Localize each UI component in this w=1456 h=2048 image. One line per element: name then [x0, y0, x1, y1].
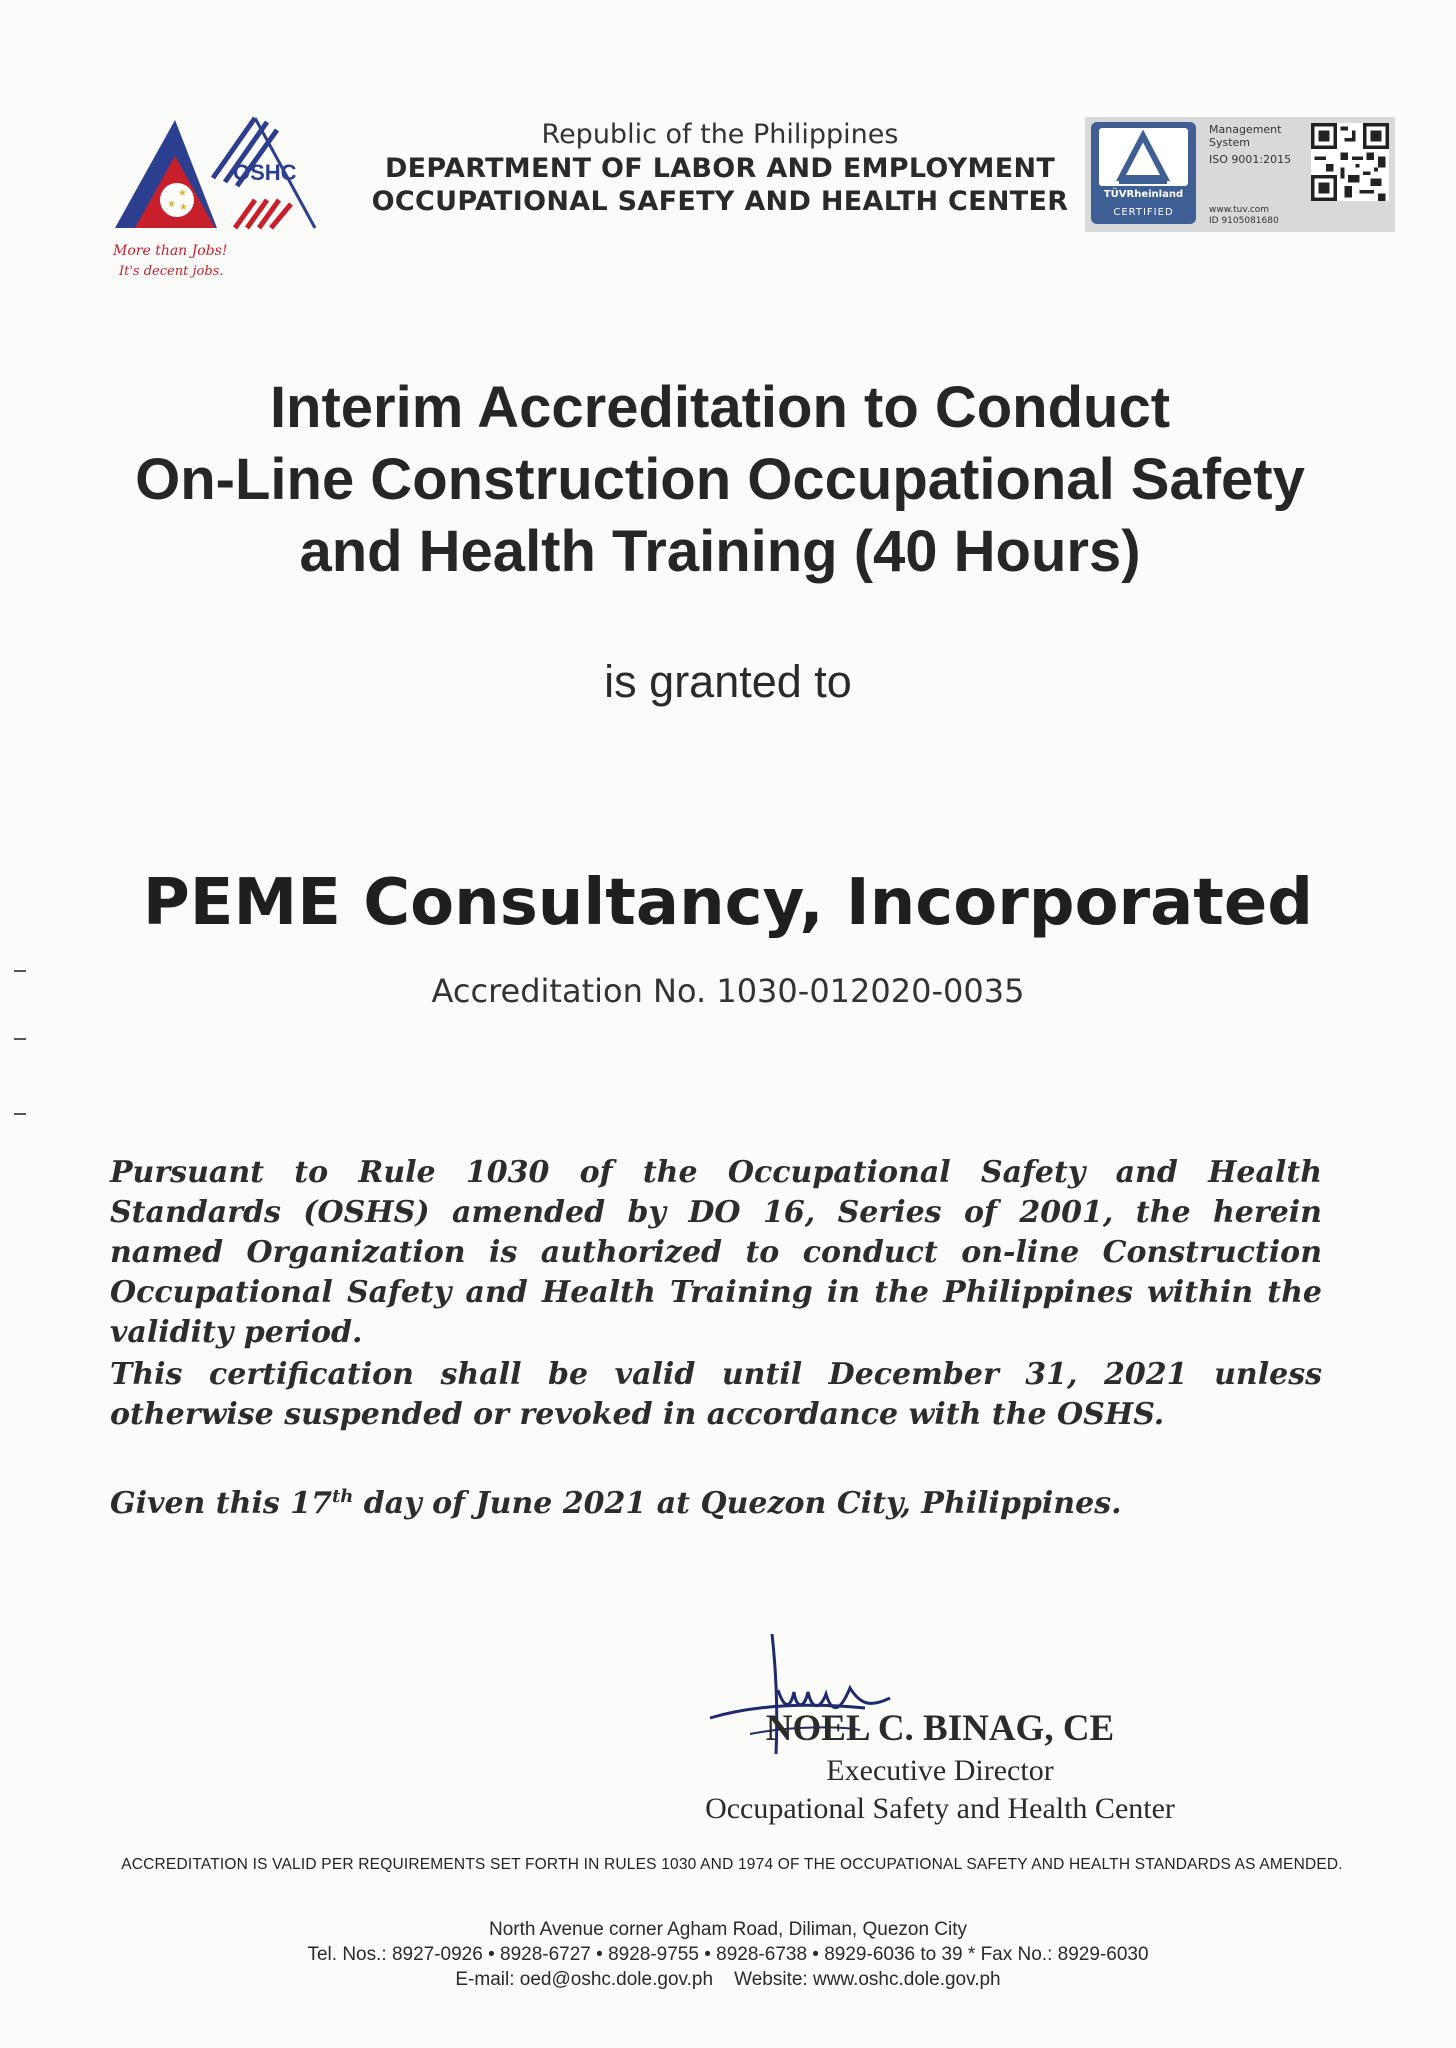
- given-suffix: day of June 2021 at Quezon City, Philippines.: [353, 1486, 1122, 1521]
- tuv-certification-badge: [1085, 117, 1395, 232]
- given-date-paragraph: [110, 1477, 1322, 1524]
- logo-acronym: OSHC: [233, 160, 297, 185]
- given-ordinal: th: [331, 1486, 354, 1507]
- title-line-1: Interim Accreditation to Conduct: [269, 375, 1171, 440]
- organization-name: PEME Consultancy, Incorporated: [142, 866, 1314, 940]
- validity-paragraph: This certification shall be valid until December 31, 2021 unless otherwise suspended or revoked in accordance with the OSHS.: [110, 1357, 1322, 1432]
- logo-slogan-line1: More than Jobs!: [113, 243, 228, 259]
- signatory-title: Executive Director: [826, 1754, 1054, 1787]
- signatory-organization: Occupational Safety and Health Center: [705, 1792, 1175, 1825]
- tuv-certified: CERTIFIED: [1113, 207, 1174, 218]
- oshc-logo: [105, 108, 355, 293]
- signatory-block: [560, 1706, 1320, 1828]
- qr-code-icon: [1311, 123, 1389, 201]
- granted-to-text: is granted to: [604, 656, 852, 707]
- certificate-title: [90, 372, 1350, 588]
- accreditation-footnote: ACCREDITATION IS VALID PER REQUIREMENTS SET FORTH IN RULES 1030 AND 1974 OF THE OCCUPATIONAL SAFETY AND HEALTH STANDARDS AS AMENDED.: [121, 1856, 1343, 1873]
- title-line-3: and Health Training (40 Hours): [299, 519, 1141, 584]
- svg-text:★: ★: [178, 188, 187, 199]
- signatory-name: NOEL C. BINAG, CE: [765, 1708, 1115, 1749]
- header-republic: Republic of the Philippines: [541, 119, 899, 150]
- svg-text:★: ★: [167, 199, 176, 210]
- footer-phones: Tel. Nos.: 8927-0926 • 8928-6727 • 8928-9755 • 8928-6738 • 8929-6036 to 39 * Fax No.: 8929-6030: [307, 1944, 1149, 1965]
- accreditation-number: Accreditation No. 1030-012020-0035: [431, 972, 1025, 1010]
- tuv-website: www.tuv.com: [1209, 205, 1270, 215]
- svg-text:★: ★: [179, 202, 188, 213]
- margin-mark: [14, 1113, 26, 1115]
- tuv-website-id: [1209, 205, 1279, 227]
- tuv-triangle-icon: [1091, 122, 1196, 192]
- footer-address: North Avenue corner Agham Road, Diliman, Quezon City: [488, 1919, 968, 1940]
- given-prefix: Given this 17: [110, 1486, 332, 1521]
- footer-email-website: E-mail: oed@oshc.dole.gov.ph Website: www.oshc.dole.gov.ph: [455, 1969, 1001, 1990]
- tuv-management-system: Management System: [1209, 123, 1282, 149]
- margin-mark: [14, 1038, 26, 1040]
- logo-slogan-line2: It's decent jobs.: [119, 264, 224, 279]
- tuv-id: ID 9105081680: [1209, 216, 1279, 226]
- header-center: OCCUPATIONAL SAFETY AND HEALTH CENTER: [371, 186, 1069, 217]
- title-line-2: On-Line Construction Occupational Safety: [135, 447, 1305, 512]
- footer-contact-block: [0, 1917, 1456, 1992]
- header-department: DEPARTMENT OF LABOR AND EMPLOYMENT: [384, 153, 1056, 184]
- header-agency: [360, 118, 1080, 218]
- margin-mark: [14, 970, 26, 972]
- tuv-iso-standard: ISO 9001:2015: [1209, 153, 1292, 166]
- tuv-brand: TÜVRheinland: [1103, 189, 1184, 200]
- authorization-paragraph: Pursuant to Rule 1030 of the Occupational Safety and Health Standards (OSHS) amended by DO 16, Series of 2001, the herein named Organization is authorized to conduct on-line Construction Occupational Safety and Health Training in the Philippines within the validity period.: [110, 1155, 1322, 1350]
